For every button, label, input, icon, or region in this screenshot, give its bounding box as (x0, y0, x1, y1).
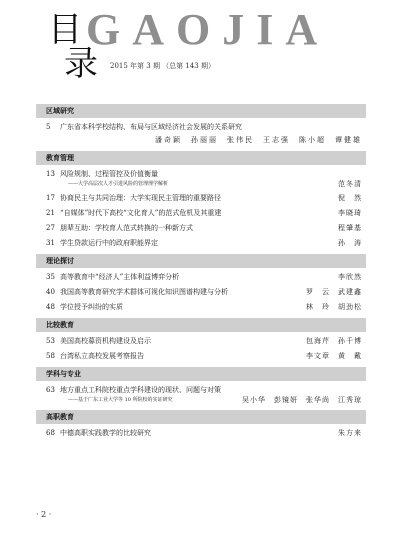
article-author: 孙 涛 (338, 239, 362, 247)
toc-entry[interactable] (36, 429, 366, 438)
toc-entry[interactable] (36, 194, 366, 203)
article-author: 倪 然 (338, 194, 362, 202)
article-subtitle: ——基于广东工业大学等 10 所院校的实证研究 (68, 397, 173, 403)
article-title: “自媒体”时代下高校“文化育人”的范式危机及其重建 (60, 209, 222, 217)
page-number: 17 (46, 194, 55, 202)
toc-entry[interactable] (36, 239, 366, 248)
article-title: 地方重点工科院校重点学科建设的现状、问题与对策 (60, 386, 221, 394)
section-header-vocational: 高职教育 (36, 410, 366, 424)
article-subtitle: ——大学高层次人才引进风险的管理理学解析 (68, 181, 169, 187)
contents-title-char-1: 目 (48, 10, 82, 50)
article-author: 程肇基 (338, 224, 362, 232)
section-header-disciplines: 学科与专业 (36, 367, 366, 381)
article-author: 李晓琦 (338, 209, 362, 217)
article-title: 高等教育中“经济人”主体利益博弈分析 (60, 273, 180, 281)
page-number: 27 (46, 224, 55, 232)
masthead (0, 0, 400, 90)
article-title: 美国高校募资机构建设及启示 (60, 337, 151, 345)
page-number: 35 (46, 273, 55, 281)
section-header-theory: 理论探讨 (36, 254, 366, 268)
page-footer-number: · 2 · (36, 510, 52, 519)
article-title: 台湾私立高校发展考察报告 (60, 352, 144, 360)
article-author: 罗 云 武建鑫 (306, 288, 362, 296)
toc-entry[interactable] (36, 337, 366, 346)
page-number: 53 (46, 337, 55, 345)
toc-entry[interactable] (36, 224, 366, 233)
page-number: 21 (46, 209, 55, 217)
article-author: 林 玲 胡劲松 (306, 303, 362, 311)
page-number: 31 (46, 239, 55, 247)
article-title: 学位授予纠纷的实质 (60, 303, 123, 311)
article-title: 学生贷款运行中的政府职能界定 (60, 239, 158, 247)
author-line (36, 136, 366, 145)
article-title: 广东省本科学校结构、布局与区域经济社会发展的关系研究 (60, 123, 242, 131)
article-title: 中德高职实践教学的比较研究 (60, 429, 151, 437)
section-header-comparative: 比较教育 (36, 318, 366, 332)
toc-subtitle-row (36, 181, 366, 188)
article-author: 朱方来 (338, 429, 362, 437)
toc-entry[interactable] (36, 352, 366, 361)
article-title: 风险规制、过程管控及价值衡量 (60, 170, 158, 178)
toc-entry[interactable] (36, 209, 366, 218)
article-authors: 潘奇颖 孙丽丽 张伟民 王志强 陈小超 谭健雄 (155, 136, 362, 144)
toc-entry[interactable] (36, 170, 366, 179)
section-header-regional: 区域研究 (36, 104, 366, 118)
page-number: 40 (46, 288, 55, 296)
toc-entry[interactable] (36, 303, 366, 312)
section-header-management: 教育管理 (36, 151, 366, 165)
article-author: 李文章 黄 戴 (306, 352, 362, 360)
article-title: 协商民主与共同治理：大学实现民主管理的重要路径 (60, 194, 221, 202)
page-number: 5 (46, 123, 51, 131)
article-title: 我国高等教育研究学术群体可视化知识图谱构建与分析 (60, 288, 228, 296)
page-number: 13 (46, 170, 55, 178)
toc-entry[interactable] (36, 288, 366, 297)
issue-info: 2015 年第 3 期 （总第 143 期） (110, 62, 215, 70)
page-number: 48 (46, 303, 55, 311)
toc-entry[interactable] (36, 273, 366, 282)
article-title: 朋辈互助：学校育人范式转换的一种新方式 (60, 224, 193, 232)
journal-logo: GAOJIA (86, 5, 330, 54)
contents-title-char-2: 录 (64, 44, 98, 84)
article-author: 包海芹 孙千博 (306, 337, 362, 345)
article-author: 吴小华 彭镜妍 张华尚 江秀琼 (242, 396, 362, 404)
page-number: 68 (46, 429, 55, 437)
toc-entry[interactable] (36, 123, 366, 132)
page-number: 58 (46, 352, 55, 360)
toc-subtitle-row (36, 397, 366, 404)
article-author: 范冬清 (338, 180, 362, 188)
page-number: 63 (46, 386, 55, 394)
table-of-contents (36, 104, 366, 444)
article-author: 李欣然 (338, 273, 362, 281)
toc-entry[interactable] (36, 386, 366, 395)
